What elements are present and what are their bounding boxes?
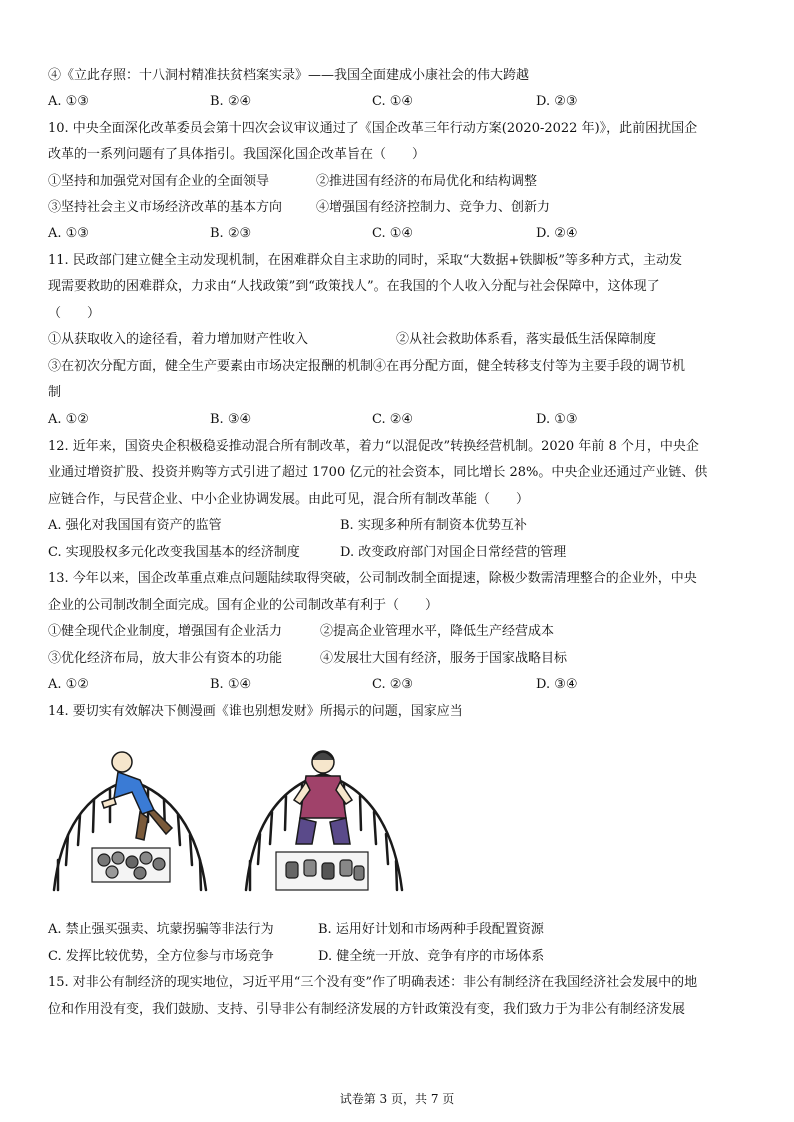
q9-option-c[interactable]: C. ①④	[372, 94, 414, 109]
q13-option-d[interactable]: D. ③④	[536, 677, 578, 692]
q15-stem-1: 15. 对非公有制经济的现实地位，习近平用“三个没有变”作了明确表述：非公有制经济在我国经济社会发展中的地	[48, 975, 698, 990]
q11-option-d[interactable]: D. ①③	[536, 412, 578, 427]
q12-options-row2	[48, 543, 748, 563]
q9-option-d[interactable]: D. ②③	[536, 94, 578, 109]
q13-items-row2	[48, 649, 748, 669]
q9-item-4: ④《立此存照：十八洞村精准扶贫档案实录》——我国全面建成小康社会的伟大跨越	[48, 68, 530, 83]
q11-items-row1	[48, 330, 748, 350]
q13-stem-1: 13. 今年以来，国企改革重点难点问题陆续取得突破，公司制改制全面提速，除极少数需清理整合的企业外，中央	[48, 571, 697, 586]
q11-item-2: ②从社会救助体系看，落实最低生活保障制度	[396, 332, 657, 347]
q10-stem-1: 10. 中央全面深化改革委员会第十四次会议审议通过了《国企改革三年行动方案(2020-2022 年)》，此前困扰国企	[48, 121, 698, 136]
q13-stem-2: 企业的公司制改制全面完成。国有企业的公司制改革有利于（ ）	[48, 598, 439, 613]
q12-options-row1	[48, 516, 748, 536]
q10-option-c[interactable]: C. ①④	[372, 226, 414, 241]
q13-option-b[interactable]: B. ①④	[210, 677, 252, 692]
q10-stem-2: 改革的一系列问题有了具体指引。我国深化国企改革旨在（ ）	[48, 147, 426, 162]
q12-option-a[interactable]: A. 强化对我国国有资产的监管	[48, 518, 222, 533]
q12-stem-2: 业通过增资扩股、投资并购等方式引进了超过 1700 亿元的社会资本，同比增长 28%。中央企业还通过产业链、供	[48, 465, 708, 480]
q10-option-d[interactable]: D. ②④	[536, 226, 578, 241]
q10-item-4: ④增强国有经济控制力、竞争力、创新力	[316, 200, 551, 215]
q12-option-d[interactable]: D. 改变政府部门对国企日常经营的管理	[340, 545, 567, 560]
q9-options	[48, 92, 748, 112]
q11-item-3-line1: ③在初次分配方面，健全生产要素由市场决定报酬的机制④在再分配方面，健全转移支付等为主要手段的调节机	[48, 359, 686, 374]
q12-option-c[interactable]: C. 实现股权多元化改变我国基本的经济制度	[48, 545, 300, 560]
q13-option-c[interactable]: C. ②③	[372, 677, 414, 692]
q10-item-1: ①坚持和加强党对国有企业的全面领导	[48, 174, 270, 189]
q13-item-2: ②提高企业管理水平，降低生产经营成本	[320, 624, 555, 639]
q14-options-row2	[48, 947, 748, 967]
q11-stem-3: （ ）	[48, 306, 101, 321]
q12-stem-1: 12. 近年来，国资央企积极稳妥推动混合所有制改革，着力“以混促改”转换经营机制。2020 年前 8 个月，中央企	[48, 439, 699, 454]
q12-option-b[interactable]: B. 实现多种所有制资本优势互补	[340, 518, 527, 533]
q10-option-b[interactable]: B. ②③	[210, 226, 252, 241]
q11-option-c[interactable]: C. ②④	[372, 412, 414, 427]
q14-option-b[interactable]: B. 运用好计划和市场两种手段配置资源	[318, 922, 544, 937]
q14-stem: 14. 要切实有效解决下侧漫画《谁也别想发财》所揭示的问题，国家应当	[48, 704, 463, 719]
q11-item-1: ①从获取收入的途径看，着力增加财产性收入	[48, 332, 309, 347]
q14-options-row1	[48, 920, 748, 940]
q9-option-b[interactable]: B. ②④	[210, 94, 252, 109]
q10-items-row2	[48, 198, 748, 218]
q14-option-c[interactable]: C. 发挥比较优势，全方位参与市场竞争	[48, 949, 274, 964]
page-footer: 试卷第 3 页，共 7 页	[339, 1092, 455, 1106]
cartoon-right-panel	[238, 736, 408, 900]
q10-option-a[interactable]: A. ①③	[48, 226, 89, 241]
cartoon-left-panel	[44, 740, 214, 900]
q14-option-a[interactable]: A. 禁止强买强卖、坑蒙拐骗等非法行为	[48, 922, 274, 937]
q10-item-2: ②推进国有经济的布局优化和结构调整	[316, 174, 538, 189]
q15-stem-2: 位和作用没有变，我们鼓励、支持、引导非公有制经济发展的方针政策没有变，我们致力于为非公有制经济发展	[48, 1002, 686, 1017]
q11-stem-2: 现需要救助的困难群众，力求由“人找政策”到“政策找人”。在我国的个人收入分配与社会保障中，这体现了	[48, 279, 660, 294]
q13-items-row1	[48, 622, 748, 642]
q12-stem-3: 应链合作，与民营企业、中小企业协调发展。由此可见，混合所有制改革能（ ）	[48, 492, 530, 507]
q13-item-1: ①健全现代企业制度，增强国有企业活力	[48, 624, 283, 639]
q10-item-3: ③坚持社会主义市场经济改革的基本方向	[48, 200, 283, 215]
q10-items-row1	[48, 172, 748, 192]
q9-option-a[interactable]: A. ①③	[48, 94, 89, 109]
q13-item-4: ④发展壮大国有经济，服务于国家战略目标	[320, 651, 568, 666]
q11-option-a[interactable]: A. ①②	[48, 412, 89, 427]
q11-stem-1: 11. 民政部门建立健全主动发现机制，在困难群众自主求助的同时，采取“大数据+铁脚板”等多种方式，主动发	[48, 253, 682, 268]
q13-item-3: ③优化经济布局，放大非公有资本的功能	[48, 651, 283, 666]
q11-item-3-line2: 制	[48, 385, 62, 400]
q14-option-d[interactable]: D. 健全统一开放、竞争有序的市场体系	[318, 949, 545, 964]
q11-option-b[interactable]: B. ③④	[210, 412, 252, 427]
q13-options	[48, 675, 748, 695]
q10-options	[48, 224, 748, 244]
q11-options	[48, 410, 748, 430]
q13-option-a[interactable]: A. ①②	[48, 677, 89, 692]
